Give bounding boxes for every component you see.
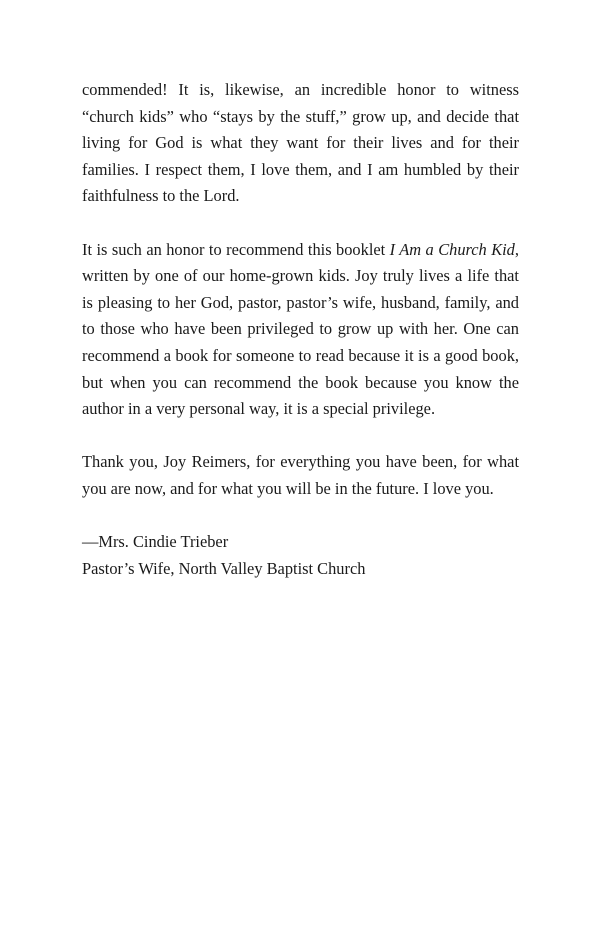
signature-block: [82, 529, 519, 582]
recommendation-text-end: , written by one of our home-grown kids. Joy truly lives a life that is pleasing to her God, pastor, pastor’s wife, husband, family, and to those who have been privileged to grow up with her. One can recommend a book for someone to read because it is a good book, but when you can recommend the book because you know the author in a very personal way, it is a special privilege.: [82, 239, 519, 419]
paragraph-commendation: commended! It is, likewise, an incredible honor to witness “church kids” who “stays by the stuff,” grow up, and decide that living for God is what they want for their lives and for their families. I respect them, I love them, and I am humbled by their faithfulness to the Lord.: [82, 80, 519, 206]
booklet-title: I Am a Church Kid: [389, 239, 515, 259]
signature-title: Pastor’s Wife, North Valley Baptist Church: [82, 558, 366, 578]
signature-name: —Mrs. Cindie Trieber: [82, 532, 229, 552]
paragraph-recommendation: [82, 237, 519, 423]
paragraph-thanks: Thank you, Joy Reimers, for everything you have been, for what you are now, and for what you will be in the future. I love you.: [82, 452, 519, 498]
page-body: [82, 77, 519, 582]
recommendation-text-start: It is such an honor to recommend this booklet: [82, 239, 390, 259]
